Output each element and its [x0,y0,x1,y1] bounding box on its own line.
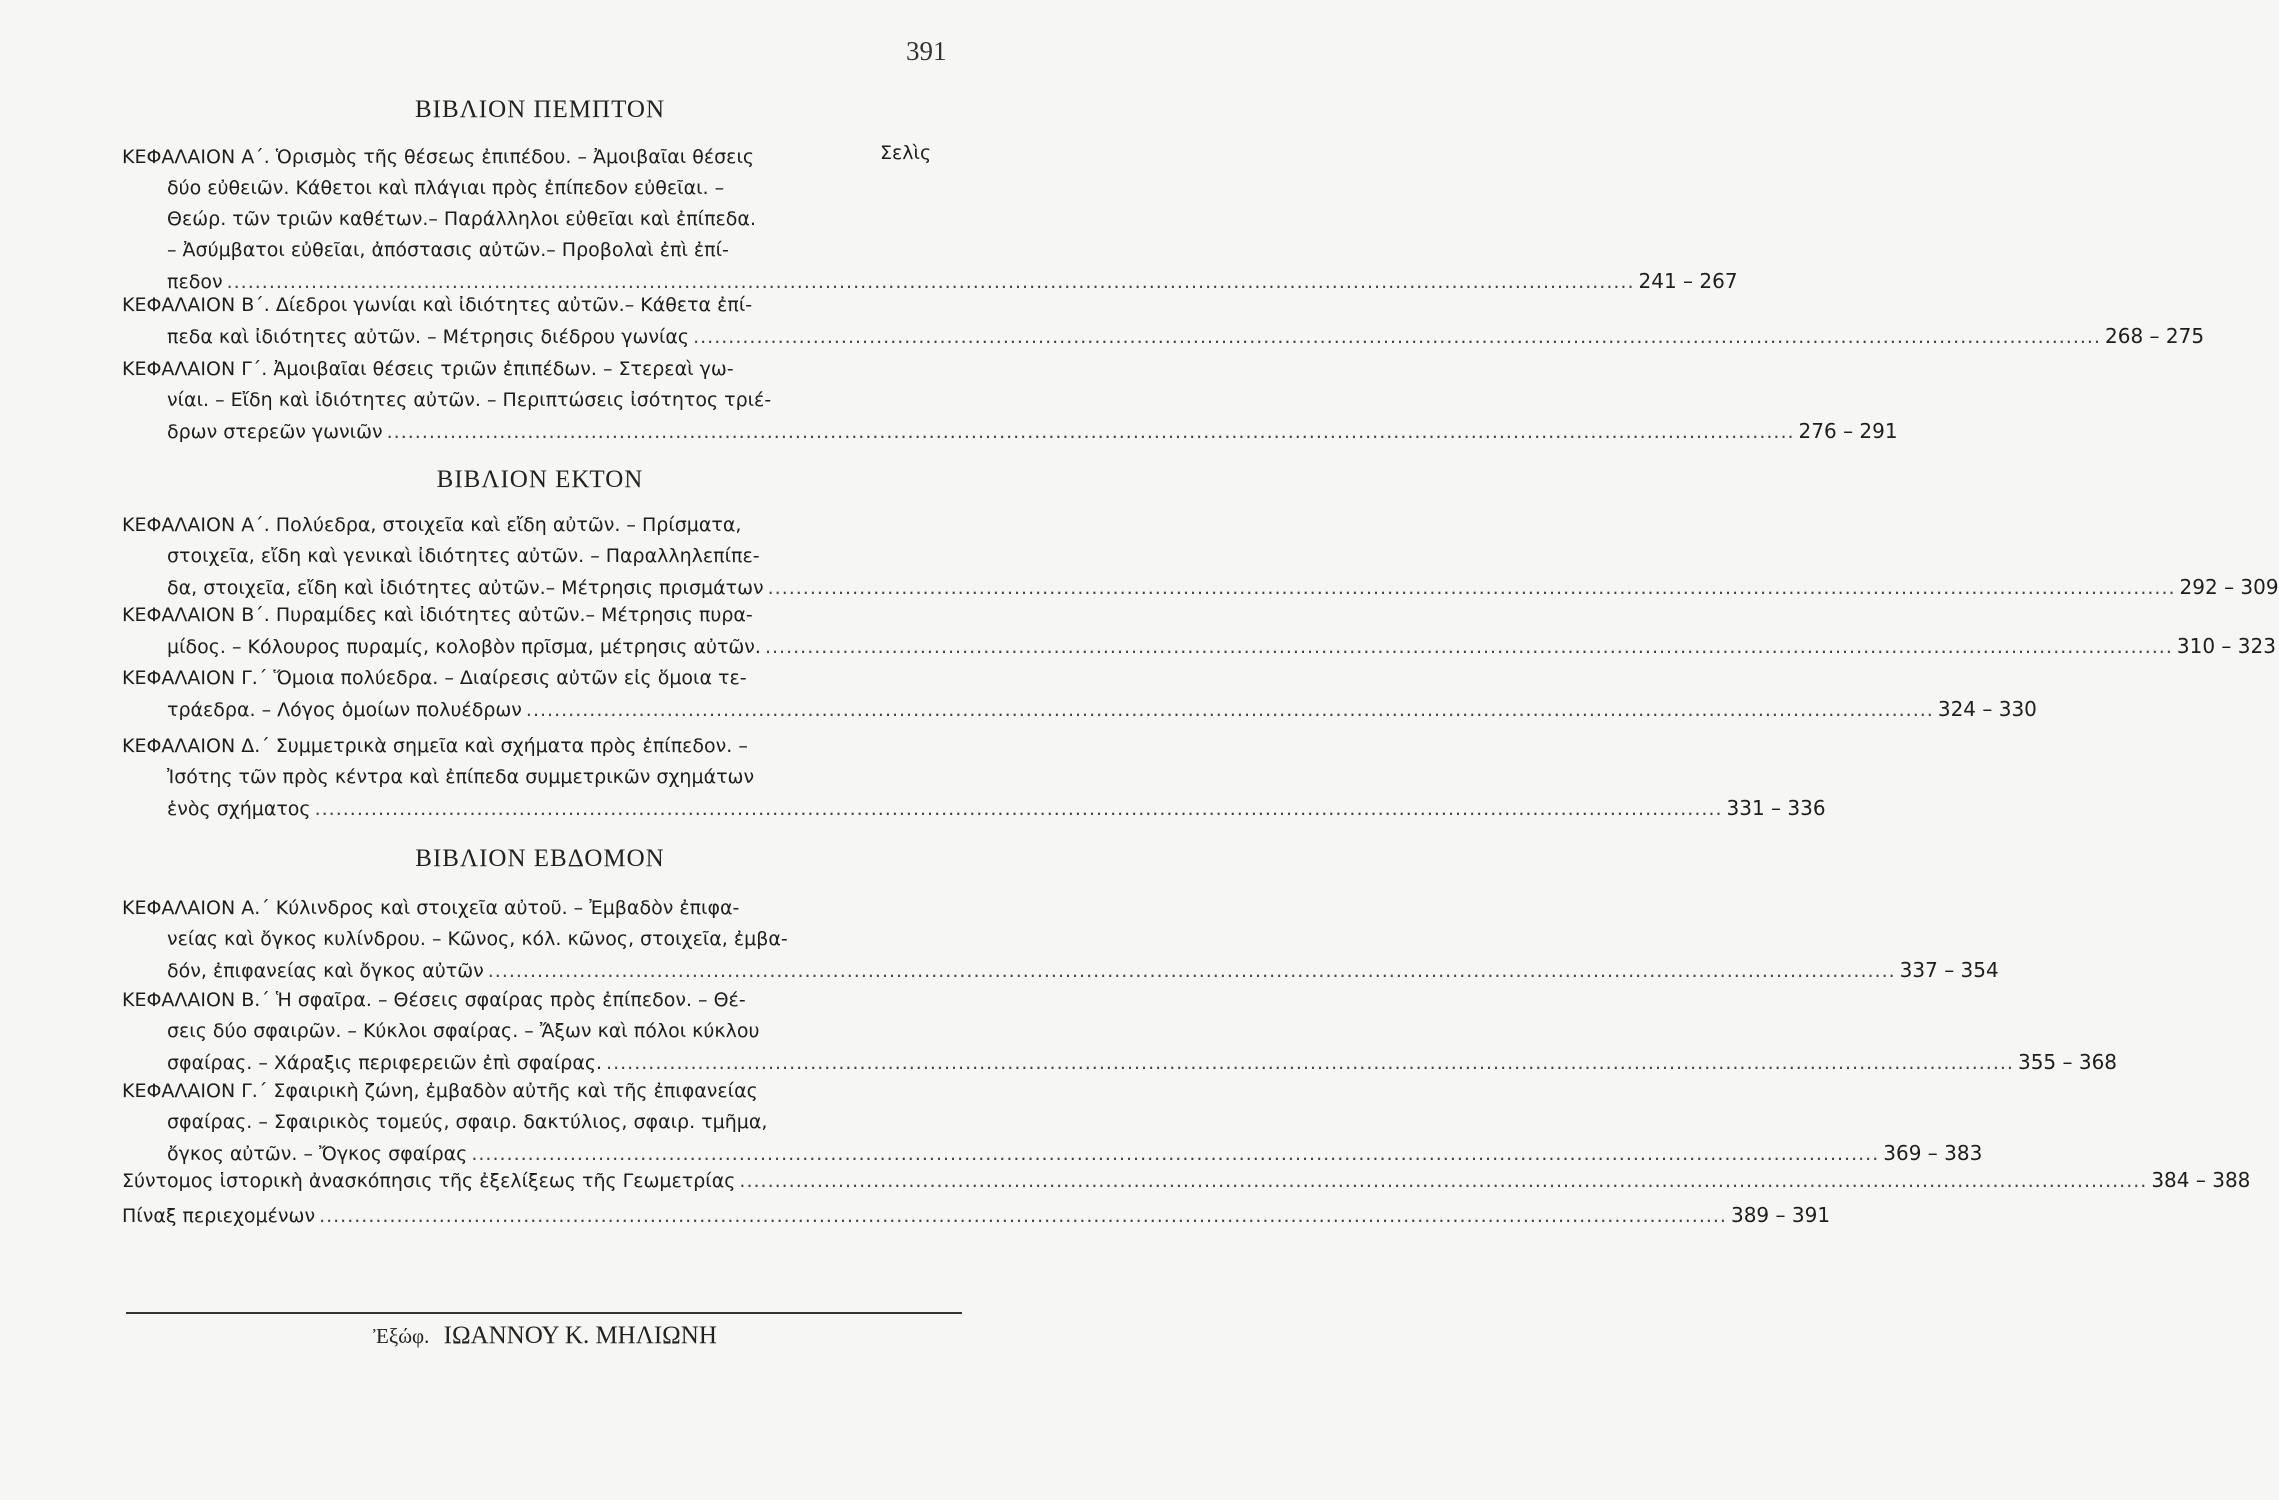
book-title-seventh: ΒΙΒΛΙΟΝ ΕΒΔΟΜΟΝ [415,845,665,872]
dot-leader: ........................................................................................................................................................................................................ [739,1170,2148,1192]
dot-leader: ........................................................................................................................................................................................................ [525,699,1934,721]
entry-line: δα, στοιχεῖα, εἴδη καὶ ἰδιότητες αὐτῶν.– Μέτρησις πρισμάτων [167,577,764,599]
page-range: 331 – 336 [1726,796,1826,820]
page-range: 276 – 291 [1798,419,1898,443]
book-title-sixth: ΒΙΒΛΙΟΝ ΕΚΤΟΝ [436,466,644,493]
entry-line: ΚΕΦΑΛΑΙΟΝ Α΄. Πολύεδρα, στοιχεῖα καὶ εἴδη αὐτῶν. – Πρίσματα, [122,514,742,536]
page-range: 241 – 267 [1638,269,1738,293]
dot-leader: ........................................................................................................................................................................................................ [487,960,1896,982]
toc-entry [122,142,1738,297]
entry-line: δρων στερεῶν γωνιῶν [167,421,383,443]
entry-line: δόν, ἐπιφανείας καὶ ὄγκος αὐτῶν [167,960,484,982]
dot-leader: ........................................................................................................................................................................................................ [606,1052,2014,1074]
page-range: 268 – 275 [2105,324,2205,348]
toc-entry [122,893,1999,986]
divider [126,1312,962,1314]
entry-line: μίδος. – Κόλουρος πυραμίς, κολοβὸν πρῖσμα, μέτρησις αὐτῶν. [167,636,761,658]
entry-line: ΚΕΦΑΛΑΙΟΝ Δ.΄ Συμμετρικὰ σημεῖα καὶ σχήματα πρὸς ἐπίπεδον. – [122,735,748,757]
page-range: 337 – 354 [1899,958,1999,982]
entry-line: στοιχεῖα, εἴδη καὶ γενικαὶ ἰδιότητες αὐτῶν. – Παραλληλεπίπε- [167,545,760,567]
toc-entry [122,985,2118,1078]
entry-line: σφαίρας. – Χάραξις περιφερειῶν ἐπὶ σφαίρας. [167,1052,603,1074]
entry-line: νείας καὶ ὄγκος κυλίνδρου. – Κῶνος, κόλ. κῶνος, στοιχεῖα, ἐμβα- [167,928,788,950]
page-range: 369 – 383 [1883,1141,1983,1165]
entry-line: ΚΕΦΑΛΑΙΟΝ Γ.΄ Ὅμοια πολύεδρα. – Διαίρεσις αὐτῶν εἰς ὅμοια τε- [122,667,747,689]
toc-entry [122,663,2037,725]
page-range: 384 – 388 [2151,1168,2251,1192]
toc-entry [122,290,2205,352]
entry-line: νίαι. – Εἴδη καὶ ἰδιότητες αὐτῶν. – Περιπτώσεις ἰσότητος τριέ- [167,389,772,411]
page-range: 389 – 391 [1730,1203,1831,1227]
entry-line: Σύντομος ἱστορικὴ ἀνασκόπησις τῆς ἐξελίξεως τῆς Γεωμετρίας [122,1170,736,1192]
entry-line: ΚΕΦΑΛΑΙΟΝ Β.΄ Ἡ σφαῖρα. – Θέσεις σφαίρας πρὸς ἐπίπεδον. – Θέ- [122,989,746,1011]
page-range: 310 – 323 [2176,634,2276,658]
page-range: 355 – 368 [2017,1050,2118,1074]
entry-line: σεις δύο σφαιρῶν. – Κύκλοι σφαίρας. – Ἄξων καὶ πόλοι κύκλου [167,1020,760,1042]
page-range: 292 – 309 [2179,575,2279,599]
entry-line: ΚΕΦΑΛΑΙΟΝ Γ΄. Ἀμοιβαῖαι θέσεις τριῶν ἐπιπέδων. – Στερεαὶ γω- [122,358,734,380]
toc-entry [122,1165,2251,1196]
entry-line: ΚΕΦΑΛΑΙΟΝ Β΄. Δίεδροι γωνίαι καὶ ἰδιότητες αὐτῶν.– Κάθετα ἐπί- [122,294,753,316]
entry-line: ΚΕΦΑΛΑΙΟΝ Β΄. Πυραμίδες καὶ ἰδιότητες αὐτῶν.– Μέτρησις πυρα- [122,604,753,626]
dot-leader: ........................................................................................................................................................................................................ [767,577,2176,599]
entry-line: – Ἀσύμβατοι εὐθεῖαι, ἀπόστασις αὐτῶν.– Προβολαὶ ἐπὶ ἐπί- [167,239,729,261]
page-range: 324 – 330 [1937,697,2037,721]
book-title-fifth: ΒΙΒΛΙΟΝ ΠΕΜΠΤΟΝ [414,96,666,123]
entry-line: ΚΕΦΑΛΑΙΟΝ Α.΄ Κύλινδρος καὶ στοιχεῖα αὐτοῦ. – Ἐμβαδὸν ἐπιφα- [122,897,740,919]
toc-entry [122,1200,1831,1231]
entry-line: πεδον [167,271,223,293]
dot-leader: ........................................................................................................................................................................................................ [693,326,2102,348]
entry-line: ΚΕΦΑΛΑΙΟΝ Α΄. Ὁρισμὸς τῆς θέσεως ἐπιπέδου. – Ἀμοιβαῖαι θέσεις [122,146,755,168]
entry-line: τράεδρα. – Λόγος ὁμοίων πολυέδρων [167,699,522,721]
entry-line: Πίναξ περιεχομένων [122,1205,316,1227]
dot-leader: ........................................................................................................................................................................................................ [764,636,2173,658]
dot-leader: ........................................................................................................................................................................................................ [471,1143,1880,1165]
entry-line: ΚΕΦΑΛΑΙΟΝ Γ.΄ Σφαιρικὴ ζώνη, ἐμβαδὸν αὐτῆς καὶ τῆς ἐπιφανείας [122,1080,758,1102]
page-number: 391 [906,36,947,66]
toc-entry [122,354,1898,447]
dot-leader: ........................................................................................................................................................................................................ [226,271,1635,293]
entry-line: ὄγκος αὐτῶν. – Ὄγκος σφαίρας [167,1143,468,1165]
toc-entry [122,1076,1983,1169]
entry-line: σφαίρας. – Σφαιρικὸς τομεύς, σφαιρ. δακτύλιος, σφαιρ. τμῆμα, [167,1111,768,1133]
publisher-prefix: Ἐξώφ. [373,1324,430,1348]
dot-leader: ........................................................................................................................................................................................................ [314,798,1723,820]
entry-line: Ἰσότης τῶν πρὸς κέντρα καὶ ἐπίπεδα συμμετρικῶν σχημάτων [167,766,755,788]
toc-entry [122,600,2276,662]
page-column-label: Σελὶς [880,142,932,164]
entry-line: ἑνὸς σχήματος [167,798,311,820]
entry-line: δύο εὐθειῶν. Κάθετοι καὶ πλάγιαι πρὸς ἐπίπεδον εὐθεῖαι. – [167,177,725,199]
toc-entry [122,510,2279,603]
publisher-line [0,1322,1090,1350]
dot-leader: ........................................................................................................................................................................................................ [319,1205,1727,1227]
dot-leader: ........................................................................................................................................................................................................ [386,421,1795,443]
publisher-name: ΙΩΑΝΝΟΥ Κ. ΜΗΛΙΩΝΗ [443,1322,717,1349]
entry-line: Θεώρ. τῶν τριῶν καθέτων.– Παράλληλοι εὐθεῖαι καὶ ἐπίπεδα. [167,208,756,230]
toc-entry [122,731,1826,824]
entry-line: πεδα καὶ ἰδιότητες αὐτῶν. – Μέτρησις διέδρου γωνίας [167,326,690,348]
